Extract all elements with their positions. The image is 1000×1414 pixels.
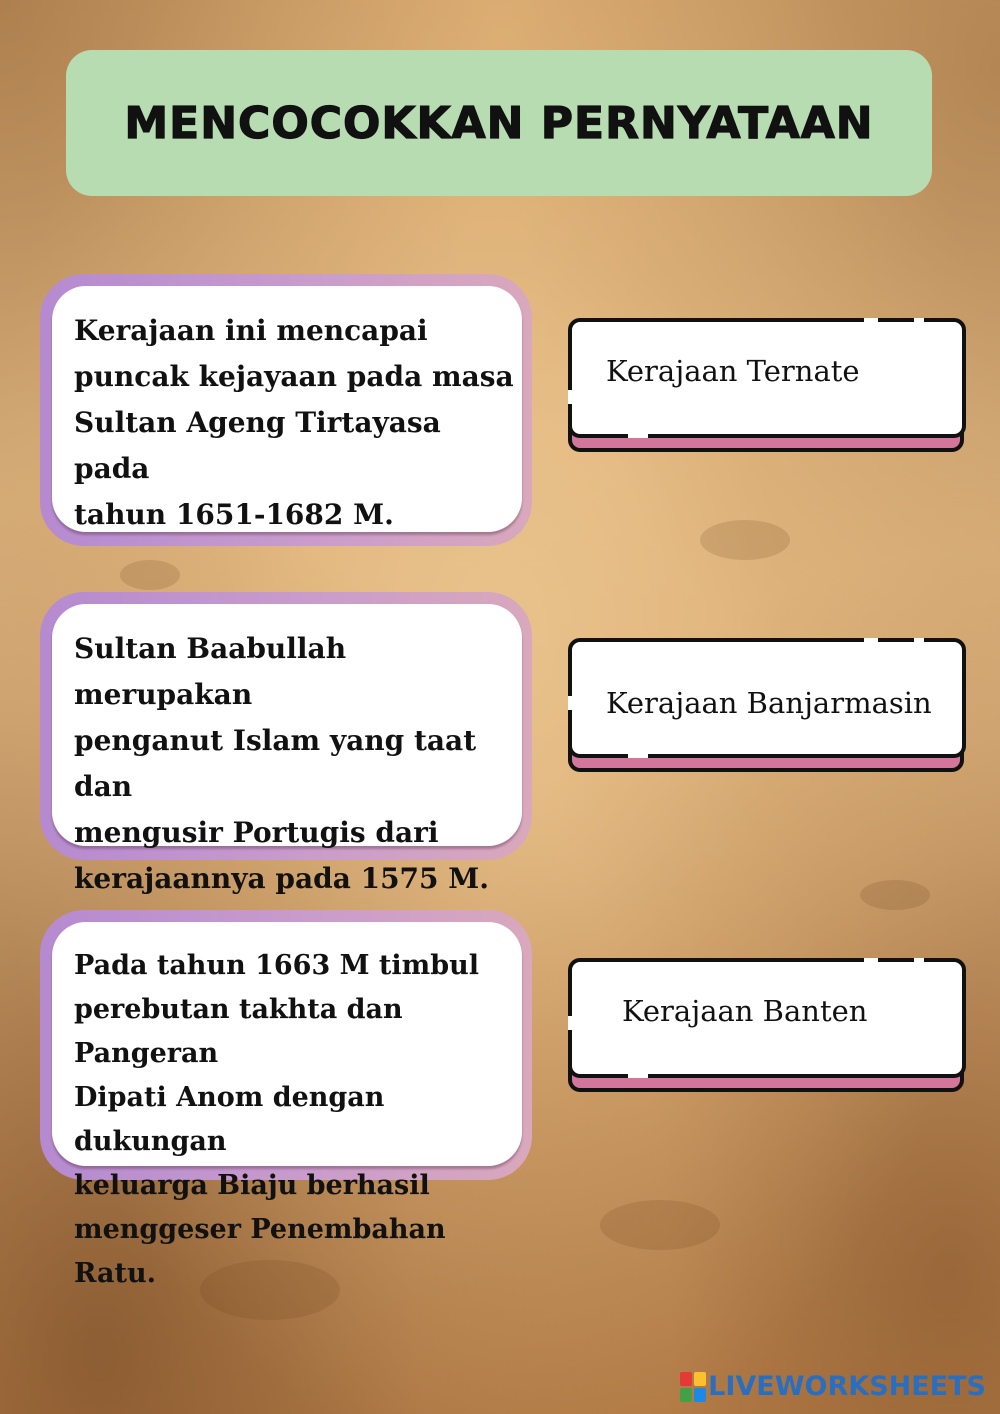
answer-box-3[interactable] — [568, 958, 968, 1094]
header-banner — [66, 50, 932, 196]
border-gap — [864, 958, 878, 962]
statement-text — [74, 626, 516, 902]
statement-text — [74, 944, 516, 1296]
border-gap — [864, 318, 878, 322]
paper-stain — [600, 1200, 720, 1250]
border-gap — [914, 638, 924, 642]
statement-line: kerajaannya pada 1575 M. — [74, 862, 490, 895]
logo-square — [694, 1388, 706, 1402]
statement-line: Sultan Baabullah merupakan — [74, 632, 347, 711]
statement-line: mengusir Portugis dari — [74, 816, 439, 849]
statement-line: Dipati Anom dengan dukungan — [74, 1082, 385, 1157]
answer-label: Kerajaan Ternate — [606, 354, 860, 388]
statement-line: Kerajaan ini mencapai — [74, 314, 428, 347]
border-gap — [914, 318, 924, 322]
border-gap — [628, 434, 648, 438]
statement-card-body — [52, 604, 522, 895]
liveworksheets-logo — [680, 1371, 986, 1402]
statement-text — [74, 308, 516, 538]
statement-line: Sultan Ageng Tirtayasa pada — [74, 406, 441, 485]
statement-line: penganut Islam yang taat dan — [74, 724, 477, 803]
border-gap — [568, 696, 572, 710]
logo-square — [694, 1372, 706, 1386]
statement-card-body — [52, 286, 522, 532]
answer-box-1[interactable] — [568, 318, 968, 454]
answer-label: Kerajaan Banten — [622, 994, 868, 1028]
statement-line: Pada tahun 1663 M timbul — [74, 950, 479, 981]
paper-stain — [860, 880, 930, 910]
paper-stain — [700, 520, 790, 560]
border-gap — [864, 638, 878, 642]
logo-text: LIVEWORKSHEETS — [708, 1371, 986, 1402]
border-gap — [628, 754, 648, 758]
statement-line: puncak kejayaan pada masa — [74, 360, 514, 393]
statement-line: tahun 1651-1682 M. — [74, 498, 394, 531]
border-gap — [568, 1016, 572, 1030]
paper-stain — [120, 560, 180, 590]
statement-card-2[interactable] — [40, 592, 532, 895]
page-title: MENCOCOKKAN PERNYATAAN — [124, 97, 874, 149]
statement-line: perebutan takhta dan Pangeran — [74, 994, 403, 1069]
logo-square — [680, 1372, 692, 1386]
border-gap — [914, 958, 924, 962]
liveworksheets-logo-icon — [680, 1372, 706, 1402]
statement-line: menggeser Penembahan Ratu. — [74, 1214, 446, 1289]
border-gap — [568, 390, 572, 404]
logo-square — [680, 1388, 692, 1402]
statement-card-1[interactable] — [40, 274, 532, 546]
border-gap — [628, 1074, 648, 1078]
answer-box-2[interactable] — [568, 638, 968, 774]
answer-label: Kerajaan Banjarmasin — [606, 686, 932, 720]
statement-card-body — [52, 922, 522, 1289]
statement-card-3[interactable] — [40, 910, 532, 1289]
statement-line: keluarga Biaju berhasil — [74, 1170, 430, 1201]
